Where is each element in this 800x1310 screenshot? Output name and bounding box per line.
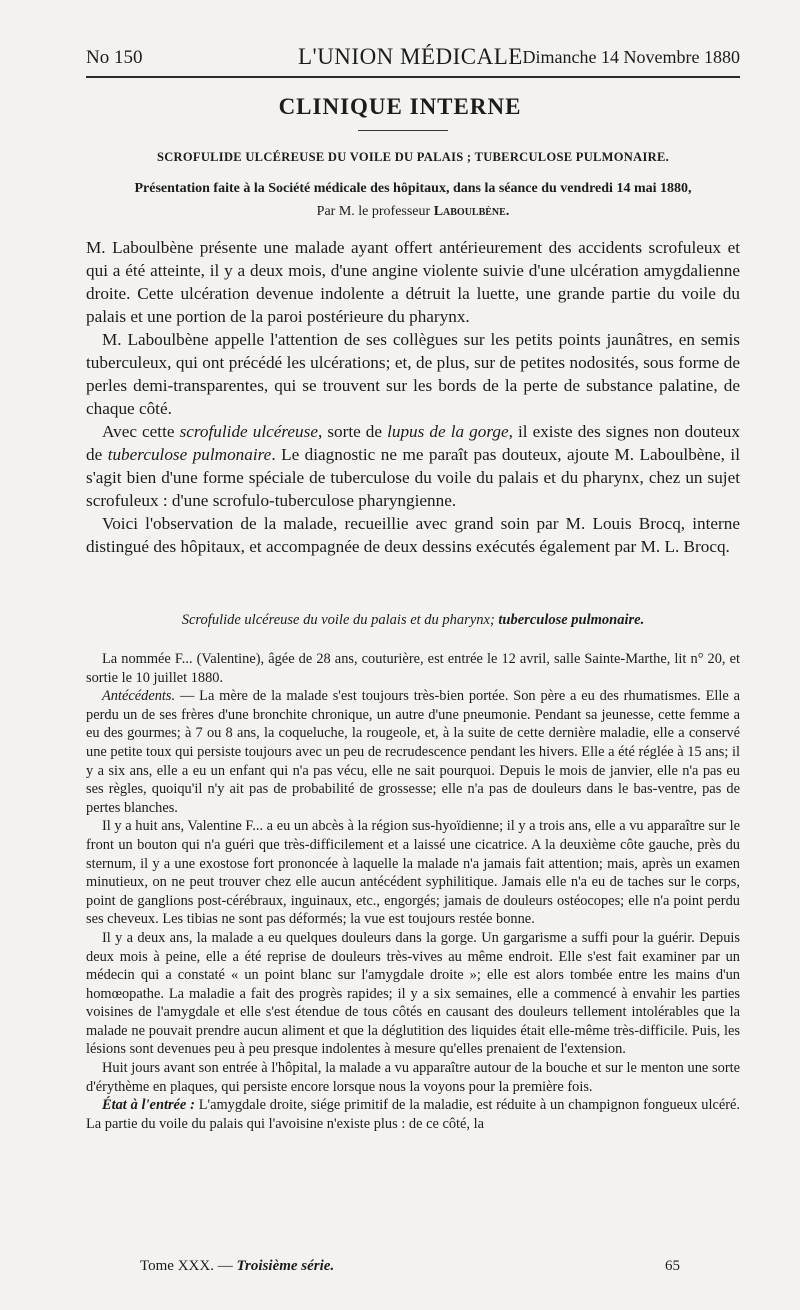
intro-paragraph-1: M. Laboulbène présente une malade ayant offert antérieurement des accidents scrofuleux et qui a été atteinte, il y a deux mois, d'une angine violente suivie d'une ulcération amygdalienne droite. Cette ulcération devenue indolente a détruit la luette, une grande partie du voile du palais et une portion de la paroi postérieure du pharynx. — [86, 238, 740, 326]
observation-paragraph-4: Il y a deux ans, la malade a eu quelques douleurs dans la gorge. Un gargarisme a suffi pour la guérir. Depuis deux mois à peine, elle a été reprise de douleurs très-vives au même endroit. Elle s'est fait examiner par un médecin qui a constaté « un point blanc sur l'amygdale droite »; elle est alors tombée entre les mains d'un homœopathe. La maladie a fait des progrès rapides; il y a six semaines, elle a commencé à envahir les parties voisines de l'amygdale et elle s'est étendue de tous côtés en causant des douleurs tellement intolérables que la malade ne pouvait prendre aucun aliment et que la déglutition des liquides était elle-même très-difficile. Puis, les lésions sont devenues peu à peu presque indolentes à mesure qu'elles prenaient de l'extension. — [86, 929, 740, 1058]
observation-heading-main: Scrofulide ulcéreuse du voile du palais et du pharynx; — [181, 612, 495, 628]
antecedents-text: — La mère de la malade s'est toujours très-bien portée. Son père a eu des rhumatismes. Elle a perdu un de ses frères d'une bronchite chronique, un autre d'une pneumonie. Pendant sa jeunesse, cette femme a eu des gourmes; à 7 ou 8 ans, la coqueluche, la rougeole, et, à la suite de cette dernière maladie, elle a conservé une petite toux qui persiste toujours avec un peu de recrudescence pendant les hivers. Elle a été réglée à 15 ans; il y a six ans, elle a eu un enfant qui n'a pas vécu, elle ne sait pourquoi. Depuis le mois de janvier, elle n'a pas eu ses règles, quoiqu'il n'y ait pas de probabilité de grossesse; elle n'a pas de douleurs dans le bas-ventre, pas de pertes blanches. — [86, 688, 740, 816]
intro-italic: lupus de la gorge — [387, 422, 509, 441]
introduction — [86, 236, 740, 558]
observation-heading — [86, 612, 740, 629]
intro-text: . Le diagnostic ne me paraît pas douteux, ajoute M. Laboulbène, il s'agit bien d'une forme spéciale de tuberculose du voile du palais et du pharynx, chez un sujet scrofuleux : d'une scrofulo-tuberculose pharyngienne. — [86, 445, 740, 510]
entry-state-text: L'amygdale droite, siége primitif de la maladie, est réduite à un champignon fongueux ulcéré. La partie du voile du palais qui l'avoisine n'existe plus : de ce côté, la — [86, 1097, 740, 1132]
author-prefix: Par M. le professeur — [316, 204, 431, 219]
intro-paragraph-4: Voici l'observation de la malade, recueillie avec grand soin par M. Louis Brocq, interne distingué des hôpitaux, et accompagnée de deux dessins exécutés également par M. L. Brocq. — [86, 514, 740, 556]
footer-volume — [140, 1258, 334, 1275]
running-header — [86, 44, 740, 72]
observation-paragraph-1: La nommée F... (Valentine), âgée de 28 ans, couturière, est entrée le 12 avril, salle Sainte-Marthe, lit n° 20, et sortie le 10 juillet 1880. — [86, 651, 740, 686]
page-number: 65 — [665, 1258, 680, 1274]
observation-paragraph-3: Il y a huit ans, Valentine F... a eu un abcès à la région sus-hyoïdienne; il y a trois ans, elle a vu apparaître sur le front un bouton qui n'a guéri que très-difficilement et a laissé une cicatrice. A la deuxième côte gauche, près du sternum, il y a une exostose fort prononcée à laquelle la malade n'a jamais fait attention; mais, après un examen minutieux, on ne peut trouver chez elle aucun antécédent syphilitique. Jamais elle n'a eu de taches sur le corps, point de ganglions post-cérébraux, inguinaux, etc., engorgés; jamais de douleurs ostéocopes; elle n'a point perdu ses cheveux. Les tibias ne sont pas déformés; la vue est toujours restée bonne. — [86, 818, 740, 928]
page-footer — [140, 1258, 680, 1280]
footer-tome: Tome XXX. — — [140, 1258, 237, 1274]
article-title: SCROFULIDE ULCÉREUSE DU VOILE DU PALAIS ; TUBERCULOSE PULMONAIRE. — [156, 150, 670, 164]
observation-paragraph-2 — [86, 687, 740, 817]
author-line — [86, 204, 740, 220]
footer-series: Troisième série. — [236, 1258, 335, 1274]
intro-italic: tuberculose pulmonaire — [107, 445, 272, 464]
entry-state-label: État à l'entrée : — [102, 1097, 195, 1114]
intro-text: , il existe des signes non douteux de — [86, 422, 740, 464]
observation-body — [86, 650, 740, 1133]
observation-paragraph-5: Huit jours avant son entrée à l'hôpital, la malade a vu apparaître autour de la bouche et sur le menton une sorte d'érythème en plaques, qui persiste encore lorsque nous la voyons pour la première fois. — [86, 1060, 740, 1095]
presentation-line: Présentation faite à la Société médicale des hôpitaux, dans la séance du vendredi 14 mai 1880, — [134, 181, 692, 196]
intro-paragraph-2: M. Laboulbène appelle l'attention de ses collègues sur les petits points jaunâtres, en semis tuberculeux, qui ont précédé les ulcérations; et, de plus, sur de petites nodosités, sous forme de perles demi-transparentes, qui se trouvent sur les bords de la perte de substance palatine, de chaque côté. — [86, 330, 740, 418]
intro-text: , sorte de — [317, 422, 388, 441]
intro-text: Avec cette — [102, 422, 180, 441]
journal-title: L'UNION MÉDICALE — [298, 44, 523, 69]
author-name: Laboulbène. — [433, 204, 510, 219]
issue-date: Dimanche 14 Novembre 1880 — [522, 47, 740, 67]
header-rule — [86, 76, 740, 78]
intro-italic: scrofulide ulcéreuse — [179, 422, 318, 441]
issue-number: No 150 — [86, 47, 143, 68]
intro-paragraph-3 — [86, 420, 740, 512]
antecedents-label: Antécédents. — [102, 688, 176, 705]
observation-heading-bold: tuberculose pulmonaire. — [494, 612, 645, 628]
section-title: CLINIQUE INTERNE — [278, 94, 522, 119]
observation-paragraph-6 — [86, 1096, 740, 1133]
section-rule — [358, 130, 448, 131]
